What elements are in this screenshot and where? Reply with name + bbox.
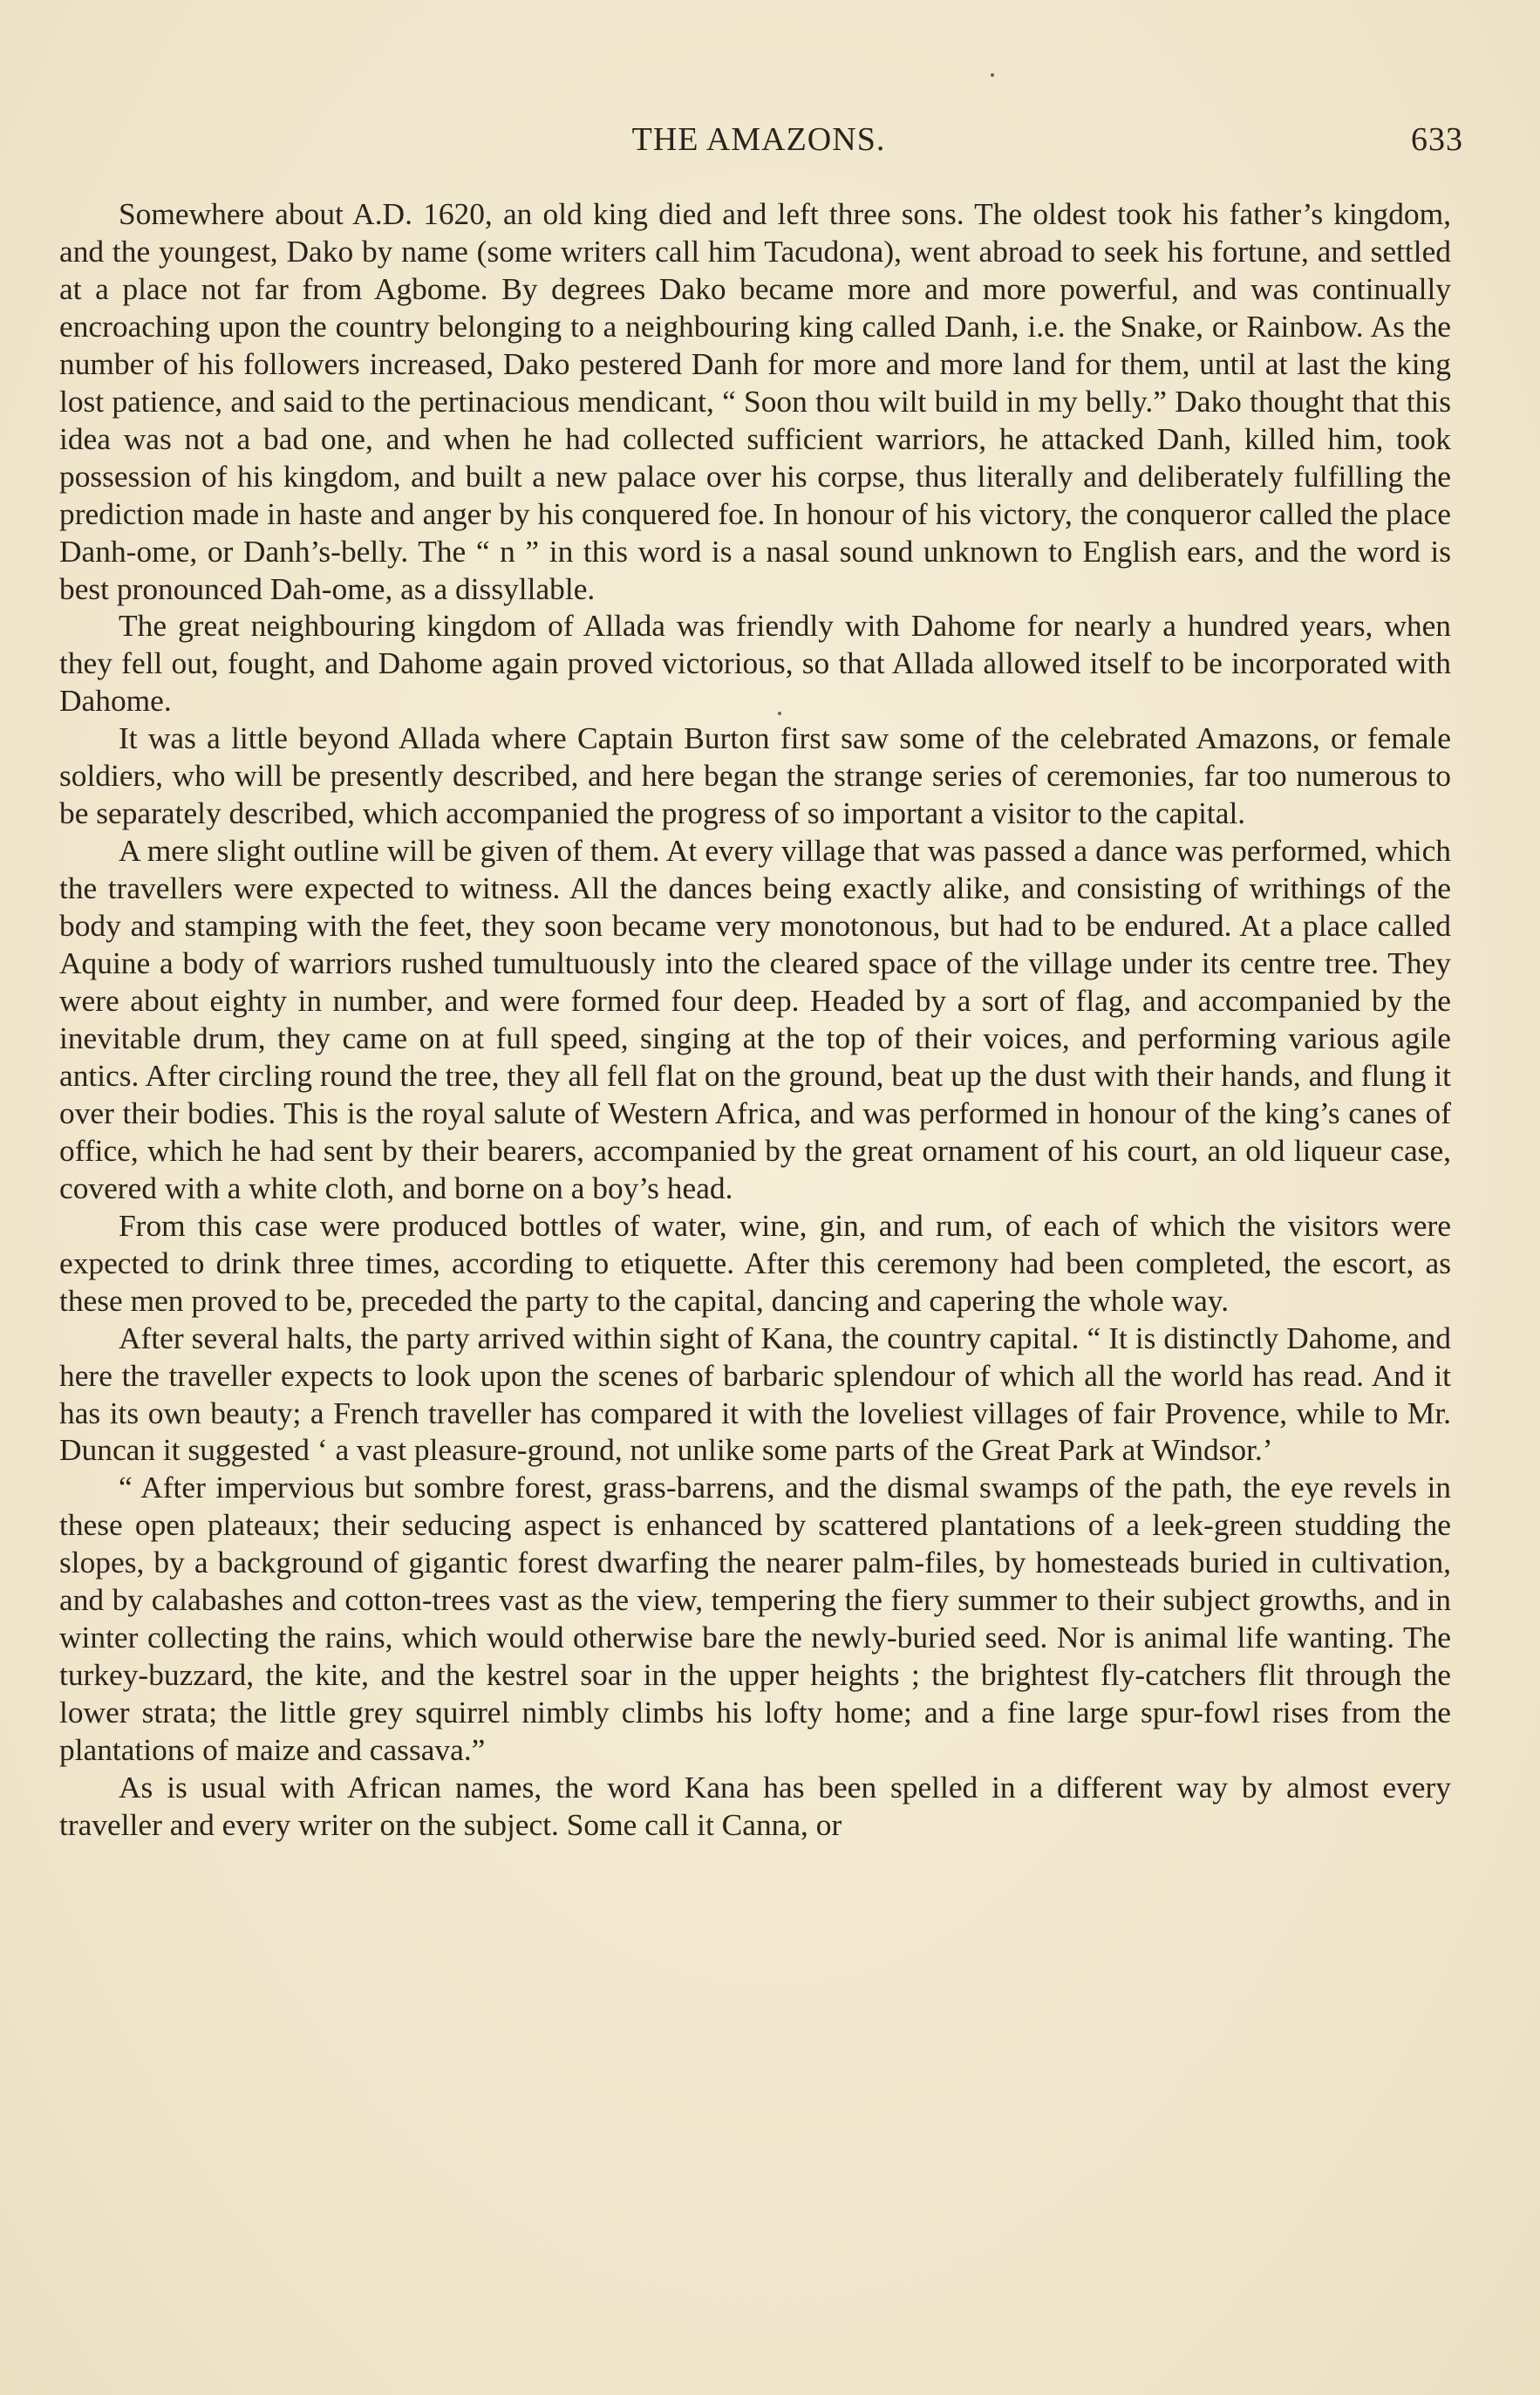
ink-speck (991, 73, 994, 77)
running-header (61, 120, 1463, 164)
paragraph: A mere slight outline will be given of them. At every village that was passed a dance was performed, which the travellers were expected to witness. All the dances being exactly alike, and consisting of writhings of the body and stamping with the feet, they soon became very monotonous, but had to be endured. At a place called Aquine a body of warriors rushed tumultuously into the cleared space of the village under its centre tree. They were about eighty in number, and were formed four deep. Headed by a sort of flag, and accompanied by the inevitable drum, they came on at full speed, singing at the top of their voices, and performing various agile antics. After circling round the tree, they all fell flat on the ground, beat up the dust with their hands, and flung it over their bodies. This is the royal salute of Western Africa, and was performed in honour of the king’s canes of office, which he had sent by their bearers, accompanied by the great ornament of his court, an old liqueur case, covered with a white cloth, and borne on a boy’s head. (59, 833, 1451, 1205)
running-title: THE AMAZONS. (631, 121, 886, 158)
paragraph: Somewhere about A.D. 1620, an old king died and left three sons. The oldest took his father’s kingdom, and the youngest, Dako by name (some writers call him Tacudona), went abroad to seek his fortune, and settled at a place not far from Agbome. By degrees Dako became more and more powerful, and was continually encroaching upon the country belonging to a neighbouring king called Danh, i.e. the Snake, or Rainbow. As the number of his followers increased, Dako pestered Danh for more and more land for them, until at last the king lost patience, and said to the pertinacious mendicant, “ Soon thou wilt build in my belly.” Dako thought that this idea was not a bad one, and when he had collected sufficient warriors, he attacked Danh, killed him, took possession of his kingdom, and built a new palace over his corpse, thus literally and deliberately fulfilling the prediction made in haste and anger by his conquered foe. In honour of his victory, the conqueror called the place Danh-ome, or Danh’s-belly. The “ n ” in this word is a nasal sound unknown to English ears, and the word is best pronounced Dah-ome, as a dissyllable. (59, 196, 1451, 606)
page-number: 633 (1411, 121, 1463, 158)
paragraph: “ After impervious but sombre forest, grass-barrens, and the dismal swamps of the path, the eye revels in these open plateaux; their seducing aspect is enhanced by scattered plantations of a leek-green studding the slopes, by a background of gigantic forest dwarfing the nearer palm-files, by homesteads buried in cultivation, and by calabashes and cotton-trees vast as the view, tempering the fiery summer to their subject growths, and in winter collecting the rains, which would otherwise bare the newly-buried seed. Nor is animal life wanting. The turkey-buzzard, the kite, and the kestrel soar in the upper heights ; the brightest fly-catchers flit through the lower strata; the little grey squirrel nimbly climbs his lofty home; and a fine large spur-fowl rises from the plantations of maize and cassava.” (59, 1470, 1451, 1768)
paragraph: As is usual with African names, the word Kana has been spelled in a different way by almost every traveller and every writer on the subject. Some call it Canna, or (59, 1770, 1451, 1842)
body-text (59, 195, 1451, 1844)
paragraph: After several halts, the party arrived within sight of Kana, the country capital. “ It is distinctly Dahome, and here the traveller expects to look upon the scenes of barbaric splendour of which all the world has read. And it has its own beauty; a French traveller has compared it with the loveliest villages of fair Provence, while to Mr. Duncan it suggested ‘ a vast pleasure-ground, not unlike some parts of the Great Park at Windsor.’ (59, 1320, 1451, 1468)
paragraph: It was a little beyond Allada where Captain Burton first saw some of the celebrated Amazons, or female soldiers, who will be presently described, and here began the strange series of ceremonies, far too numerous to be separately described, which accompanied the progress of so important a visitor to the capital. (59, 720, 1451, 831)
paragraph: From this case were produced bottles of water, wine, gin, and rum, of each of which the visitors were expected to drink three times, according to etiquette. After this ceremony had been completed, the escort, as these men proved to be, preceded the party to the capital, dancing and capering the whole way. (59, 1207, 1451, 1318)
paragraph: The great neighbouring kingdom of Allada was friendly with Dahome for nearly a hundred years, when they fell out, fought, and Dahome again proved victorious, so that Allada allowed itself to be incorporated with Dahome. (59, 608, 1451, 719)
